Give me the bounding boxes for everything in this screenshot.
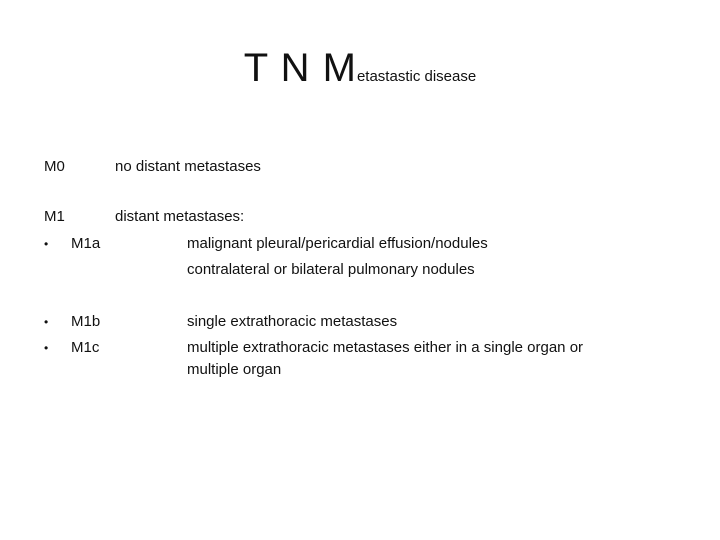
m1a-description-line1: malignant pleural/pericardial effusion/nodules	[187, 235, 488, 252]
m1b-description: single extrathoracic metastases	[187, 313, 398, 330]
m0-description: no distant metastases	[115, 158, 261, 175]
title-letters: T N M	[243, 46, 357, 90]
m1c-bullet: •	[44, 341, 49, 355]
m1b-bullet: •	[44, 315, 49, 329]
m1b-code: M1b	[71, 313, 101, 330]
m1-description: distant metastases:	[115, 208, 245, 225]
m1a-bullet: •	[44, 237, 49, 251]
m1-code: M1	[44, 208, 65, 225]
m1c-description: multiple extrathoracic metastases either in a single organ or multiple organ	[187, 339, 584, 378]
m1a-code: M1a	[71, 235, 101, 252]
title-suffix: etastastic disease	[356, 68, 477, 85]
m0-code: M0	[44, 158, 65, 175]
m1c-code: M1c	[71, 339, 100, 356]
m1a-description-line2: contralateral or bilateral pulmonary nodules	[187, 261, 475, 278]
slide-title	[0, 46, 720, 91]
